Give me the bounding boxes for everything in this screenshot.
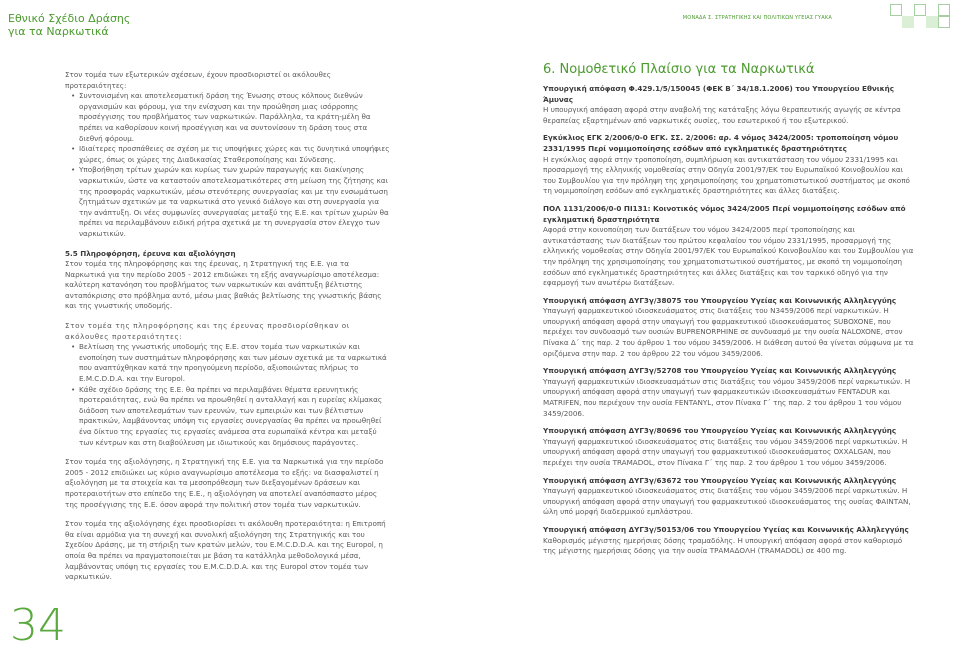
law-entry bbox=[543, 476, 915, 518]
list-item: • Υποβοήθηση τρίτων χωρών και κυρίως των χωρών παραγωγής και διακίνησης ναρκωτικών, ώστε να καταστούν αποτελεσματικότερες στη μείωση της ζήτησης και της προσφοράς ναρκωτικών, μέσω στενότερης συνεργασίας και με την ενσωμάτωση ζητημάτων σχετικών με τα ναρκωτικά στο γενικό διάλογο και στη συνεργασία για την ανάπτυξη. Οι νέες συμφωνίες συνεργασίας μεταξύ της Ε.Ε. και τρίτων χωρών θα πρέπει να περιλαμβάνουν ειδική ρήτρα σχετικά με τη συνεργασία στον έλεγχο των ναρκωτικών. bbox=[73, 165, 390, 239]
law-entry-text: Υπαγωγή φαρμακευτικού ιδιοσκευάσματος στις διατάξεις του Ν3459/2006 περί ναρκωτικών. Η υπουργική απόφαση αφορά στην υπαγωγή του φαρμακευτικού ιδιοσκευάσματος SUBOXONE, που περιέχει τον συνδυασμό των ουσιών BUPRENORPHINE σε συνδυασμό με την ουσία NALOXONE, στον Πίνακα Δ΄ της παρ. 2 του άρθρου 1 του νόμου 3459/2006. Η διάθεση αυτού θα γίνεται σύμφωνα με τα οριζόμενα στην παρ. 2 του άρθρου 22 του νόμου 3459/2006. bbox=[543, 306, 914, 358]
paragraph: Στον τομέα της αξιολόγησης έχει προσδιορίσει τι ακόλουθη προτεραιότητα: η Επιτροπή θα είναι αρμόδια για τη συνεχή και συνολική αξιολόγηση της Στρατηγικής και του Σχεδίου Δράσης, με τη στήριξη των κρατών μελών, του Ε.Μ.C.D.D.A. και της Europol, η οποία θα πρέπει να πραγματοποιείται με βάση τα κατάλληλα μεθοδολογικά μέσα, λαμβάνοντας υπόψη τις εργασίες του Ε.Μ.C.D.D.A. και της Europol στον τομέα των ναρκωτικών. bbox=[65, 519, 386, 582]
law-entry-text: Αφορά στην κοινοποίηση των διατάξεων του νόμου 3424/2005 περί τροποποίησης και αντικατάστασης των διατάξεων του πρώτου κεφαλαίου του νόμου 2331/1995, προσαρμογή της ελληνικής νομοθεσίας στην Οδηγία 2001/97/ΕΚ του Ευρωπαϊκού Κοινοβουλίου και του Συμβουλίου για την πρόληψη της χρησιμοποίησης του χρηματοπιστωτικού συστήματος, με σκοπό τη νομιμοποίηση εσόδων από εγκληματικές δραστηριότητες και άλλες διατάξεις και τον ταρκικό οδηγό για την εφαρμογή των ανωτέρω διατάξεων. bbox=[543, 225, 914, 288]
law-entry-title: Υπουργική απόφαση ΔΥΓ3γ/52708 του Υπουργείου Υγείας και Κοινωνικής Αλληλεγγύης bbox=[543, 366, 897, 376]
right-column bbox=[543, 62, 915, 564]
unit-label: ΜΟΝΑΔΑ Σ. ΣΤΡΑΤΗΓΙΚΗΣ ΚΑΙ ΠΟΛΙΤΙΚΩΝ ΥΓΕΙΑΣ ΓΥΑΚΑ bbox=[682, 15, 832, 21]
law-entry-title: Υπουργική απόφαση ΔΥΓ3γ/38075 του Υπουργείου Υγείας και Κοινωνικής Αλληλεγγύης bbox=[543, 295, 897, 305]
document-title-line2: για τα Ναρκωτικά bbox=[8, 25, 109, 38]
law-entry-title: Εγκύκλιος ΕΓΚ 2/2006/0-0 ΕΓΚ. ΣΣ. 2/2006: αρ. 4 νόμος 3424/2005: τροποποίηση νόμου 2331/1995 Περί νομιμοποίησης εσόδων από εγκληματικές δραστηριότητες bbox=[543, 133, 899, 153]
law-entry-title: Υπουργική απόφαση Φ.429.1/5/150045 (ΦΕΚ Β΄ 34/18.1.2006) του Υπουργείου Εθνικής Άμυνας bbox=[543, 84, 895, 104]
law-entry-text: Καθορισμός μέγιστης ημερήσιας δόσης τραμαδόλης. Η υπουργική απόφαση αφορά στον καθορισμό της μέγιστης ημερήσιας δόσης για την ουσία ΤΡΑΜΑΔΟΛΗ (TRAMADOL) σε 400 mg. bbox=[543, 535, 903, 556]
list-item: • Κάθε σχέδιο δράσης της Ε.Ε. θα πρέπει να περιλαμβάνει θέματα ερευνητικής προτεραιότητας, ενώ θα πρέπει να προωθηθεί η ανταλλαγή και η ευρείας κλίμακας διάδοση των αποτελεσμάτων των ερευνών, των εμπειριών και των βέλτιστων πρακτικών, λαμβάνοντας υπόψη τις εργασίες συνεργασίας θα πρέπει να προωθηθεί ένα δίκτυο της εργασίες τις εργασίες ανάμεσα στα ευρωπαϊκά κέντρα και μεταξύ των κέντρων και στη διαβούλευση με ιδιωτικούς και δημόσιους παράγοντες. bbox=[73, 385, 390, 449]
document-title-line1: Εθνικό Σχέδιο Δράσης bbox=[8, 12, 131, 25]
law-entry-text: Υπαγωγή φαρμακευτικού ιδιοσκευάσματος στις διατάξεις του νόμου 3459/2006 περί ναρκωτικών. Η υπουργική απόφαση αφορά στην υπαγωγή του φαρμακευτικού ιδιοσκευάσματος της ουσίας ΦΑΙΝΤΑΝ, ώλη υπό μορφή διαδερμικού εμπλάστρου. bbox=[543, 486, 911, 517]
law-entry-text: Η εγκύκλιος αφορά στην τροποποίηση, συμπλήρωση και αντικατάσταση του νόμου 2331/1995 και προσαρμογή της ελληνικής νομοθεσίας στην Οδηγία 2001/97/ΕΚ του Ευρωπαϊκού Κοινοβουλίου και του Συμβουλίου για την πρόληψη της χρησιμοποίησης του χρηματοπιστωτικού συστήματος με σκοπό τη νομιμοποίηση εσόδων από εγκληματικές δραστηριότητες και άλλες διατάξεις. bbox=[543, 154, 910, 196]
law-entry bbox=[543, 296, 915, 360]
header-squares-decoration bbox=[838, 4, 956, 34]
paragraph: Στον τομέα της πληροφόρησης και της έρευνας, η Στρατηγική της Ε.Ε. για τα Ναρκωτικά για την περίοδο 2005 - 2012 επιδιώκει τη εξής αναγνωρίσιμο αποτέλεσμα: καλύτερη κατανόηση του προβλήματος των ναρκωτικών και ανάπτυξη βέλτιστης ανταπόκρισης στο πρόβλημα αυτό, μέσω μιας βαθιάς βελτίωσης της γνωστικής βάσης και της γνωστικής υποδομής. bbox=[65, 259, 382, 311]
list-item: • Βελτίωση της γνωστικής υποδομής της Ε.Ε. στον τομέα των ναρκωτικών και ενοποίηση των συστημάτων πληροφόρησης και των μέσων σχετικά με τα ναρκωτικά που αναπτύχθηκαν κατά την προηγούμενη περίοδο, αξιοποιώντας πλήρως το Ε.Μ.C.D.D.A. και την Europol. bbox=[73, 342, 390, 384]
section-heading: 5.5 Πληροφόρηση, έρευνα και αξιολόγηση bbox=[65, 248, 236, 258]
paragraph: Στον τομέα της αξιολόγησης, η Στρατηγική της Ε.Ε. για τα Ναρκωτικά για την περίοδο 2005 - 2012 επιδιώκει ως κύριο αναγνωρίσιμο αποτέλεσμα το εξής: να διασφαλιστεί η αξιολόγηση με τα στοιχεία και τα μεσοπρόθεσμη των διεξαγομένων δράσεων και προτεραιοτήτων στο επίπεδο της Ε.Ε., η αξιολόγηση να αποτελεί αναπόσπαστο μέρος της προσέγγισης της Ε.Ε. όσον αφορά την πολιτική στον τομέα των ναρκωτικών. bbox=[65, 457, 384, 509]
law-entry-text: Υπαγωγή φαρμακευτικού ιδιοσκευάσματος στις διατάξεις του νόμου 3459/2006 περί ναρκωτικών. Η υπουργική απόφαση αφορά στην υπαγωγή του φαρμακευτικού ιδιοσκευάσματος OXXALGAN, που περιέχει την ουσία TRAMADOL, στον Πίνακα Γ΄ της παρ. 2 του άρθρου 1 του νόμου 3459/2006. bbox=[543, 436, 908, 467]
information-priorities-list bbox=[65, 342, 390, 448]
law-entry-text: Υπαγωγή φαρμακευτικών ιδιοσκευασμάτων στις διατάξεις του νόμου 3459/2006 περί ναρκωτικών. Η υπουργική απόφαση αφορά στην υπαγωγή των φαρμακευτικών ιδιοσκευασμάτων FENTADUR και MATRIFEN, που περιέχουν την ουσία FENTANYL, στον Πίνακα Γ΄ της παρ. 2 του άρθρου 1 του νόμου 3459/2006. bbox=[543, 376, 911, 418]
paragraph: Στον τομέα της πληροφόρησης και της έρευνας προσδιορίσθηκαν οι ακόλουθες προτεραιότητες: bbox=[65, 321, 350, 341]
list-item: • Συντονισμένη και αποτελεσματική δράση της Ένωσης στους κόλπους διεθνών οργανισμών και φόρουμ, για την ενίσχυση και την προώθηση μιας ισόρροπης προσέγγισης του προβλήματος των ναρκωτικών. Παράλληλα, τα κράτη-μέλη θα πρέπει να καθορίσουν κοινή προσέγγιση και να συντονίσουν τη δράση τους στα διεθνή φόρουμ. bbox=[73, 91, 390, 144]
intro-paragraph: Στον τομέα των εξωτερικών σχέσεων, έχουν προσδιοριστεί οι ακόλουθες προτεραιότητες: bbox=[65, 70, 331, 90]
law-entry-title: Υπουργική απόφαση ΔΥΓ3γ/50153/06 του Υπουργείου Υγείας και Κοινωνικής Αλληλεγγύης bbox=[543, 524, 909, 534]
law-entry-title: Υπουργική απόφαση ΔΥΓ3γ/63672 του Υπουργείου Υγείας και Κοινωνικής Αλληλεγγύης bbox=[543, 475, 897, 485]
left-column bbox=[65, 70, 390, 583]
law-entry bbox=[543, 366, 915, 419]
law-entry-text: Η υπουργική απόφαση αφορά στην αναβολή της κατάταξης λόγω θεραπευτικής αγωγής σε κέντρα θεραπείας εξαρτημένων από ναρκωτικές ουσίες, του εσωτερικού ή του εξωτερικού. bbox=[543, 105, 901, 125]
law-entry bbox=[543, 84, 915, 126]
law-entry bbox=[543, 204, 915, 289]
list-item: • Ιδιαίτερες προσπάθειες σε σχέση με τις υποψήφιες χώρες και τις δυνητικά υποψήφιες χώρες, όπως οι χώρες της Διαδικασίας Σταθεροποίησης και Σύνδεσης. bbox=[73, 144, 390, 165]
law-entry-title: Υπουργική απόφαση ΔΥΓ3γ/80696 του Υπουργείου Υγείας και Κοινωνικής Αλληλεγγύης bbox=[543, 426, 897, 436]
law-entry bbox=[543, 426, 915, 468]
section-title: 6. Νομοθετικό Πλαίσιο για τα Ναρκωτικά bbox=[543, 62, 815, 77]
document-title bbox=[8, 12, 130, 38]
external-relations-list bbox=[65, 91, 390, 239]
law-entry-title: ΠΟΛ 1131/2006/0-0 ΠΙ131: Κοινοτικός νόμος 3424/2005 Περί νομιμοποίησης εσόδων από εγκληματική δραστηριότητα bbox=[543, 203, 906, 224]
page-number: 34 bbox=[10, 600, 66, 651]
law-entry bbox=[543, 525, 915, 557]
law-entry bbox=[543, 133, 915, 197]
